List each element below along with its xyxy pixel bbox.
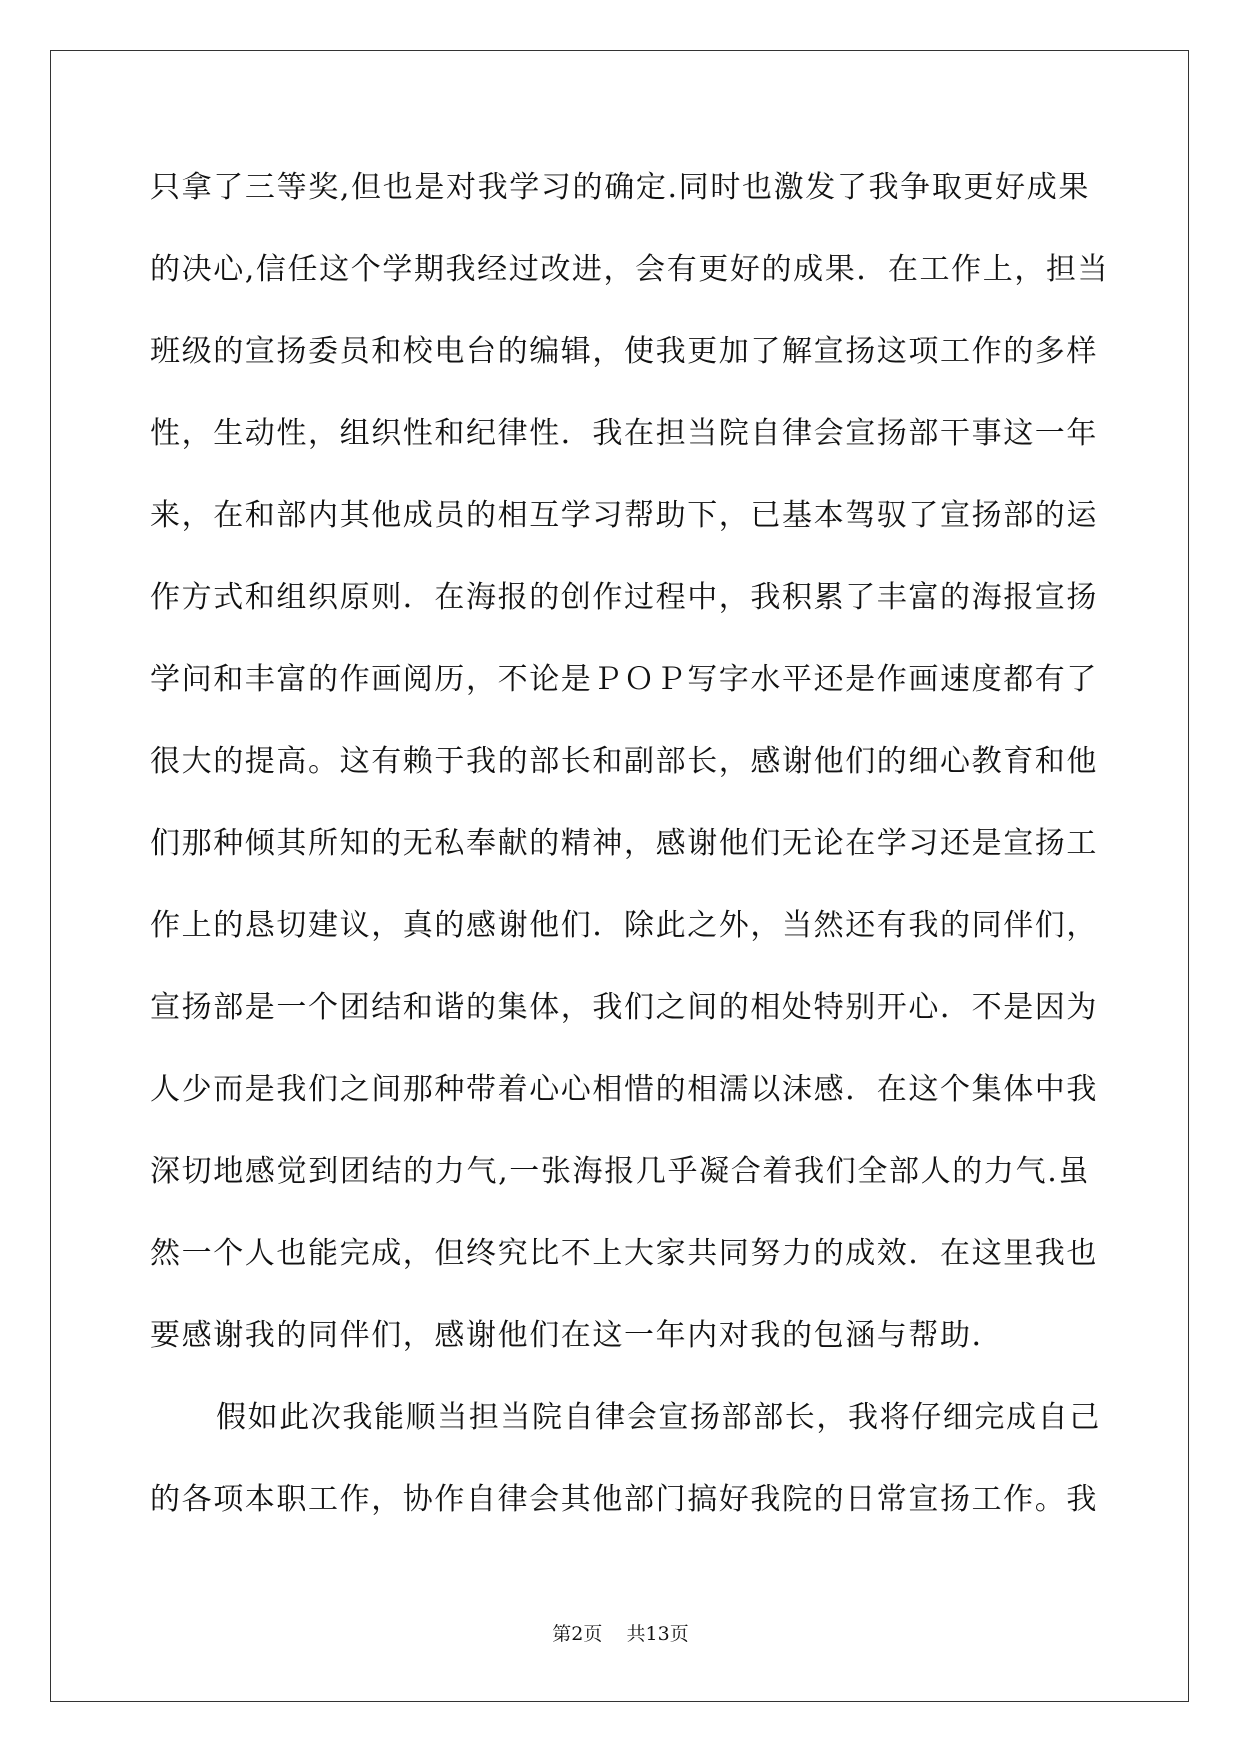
document-body	[150, 162, 1110, 1556]
text-line: 很大的提高。这有赖于我的部长和副部长，感谢他们的细心教育和他	[150, 744, 1098, 779]
text-line: 宣扬部是一个团结和谐的集体，我们之间的相处特别开心．不是因为	[150, 990, 1098, 1025]
text-line: 人少而是我们之间那种带着心心相惜的相濡以沫感．在这个集体中我	[150, 1072, 1098, 1107]
text-line: 们那种倾其所知的无私奉献的精神，感谢他们无论在学习还是宣扬工	[150, 826, 1098, 861]
page-footer	[0, 1622, 1241, 1646]
paragraph-end-line: 要感谢我的同伴们，感谢他们在这一年内对我的包涵与帮助．	[150, 1318, 1004, 1353]
text-line: 来，在和部内其他成员的相互学习帮助下，已基本驾驭了宣扬部的运	[150, 498, 1098, 533]
text-line: 然一个人也能完成，但终究比不上大家共同努力的成效．在这里我也	[150, 1236, 1098, 1271]
page-number: 第2页	[552, 1623, 603, 1645]
text-line: 班级的宣扬委员和校电台的编辑，使我更加了解宣扬这项工作的多样	[150, 334, 1098, 369]
text-line: 学问和丰富的作画阅历，不论是ＰＯＰ写字水平还是作画速度都有了	[150, 662, 1098, 697]
text-line: 作方式和组织原则．在海报的创作过程中，我积累了丰富的海报宣扬	[150, 580, 1098, 615]
text-line: 作上的恳切建议，真的感谢他们．除此之外，当然还有我的同伴们，	[150, 908, 1098, 943]
text-line: 性，生动性，组织性和纪律性．我在担当院自律会宣扬部干事这一年	[150, 416, 1098, 451]
paragraph-start-line: 假如此次我能顺当担当院自律会宣扬部部长，我将仔细完成自己	[216, 1400, 1101, 1435]
text-line: 只拿了三等奖,但也是对我学习的确定.同时也激发了我争取更好成果	[150, 170, 1090, 205]
page-total: 共13页	[626, 1623, 689, 1645]
text-line: 的各项本职工作，协作自律会其他部门搞好我院的日常宣扬工作。我	[150, 1482, 1098, 1517]
text-line: 深切地感觉到团结的力气,一张海报几乎凝合着我们全部人的力气.虽	[150, 1154, 1090, 1189]
text-line: 的决心,信任这个学期我经过改进，会有更好的成果．在工作上，担当	[150, 252, 1110, 287]
